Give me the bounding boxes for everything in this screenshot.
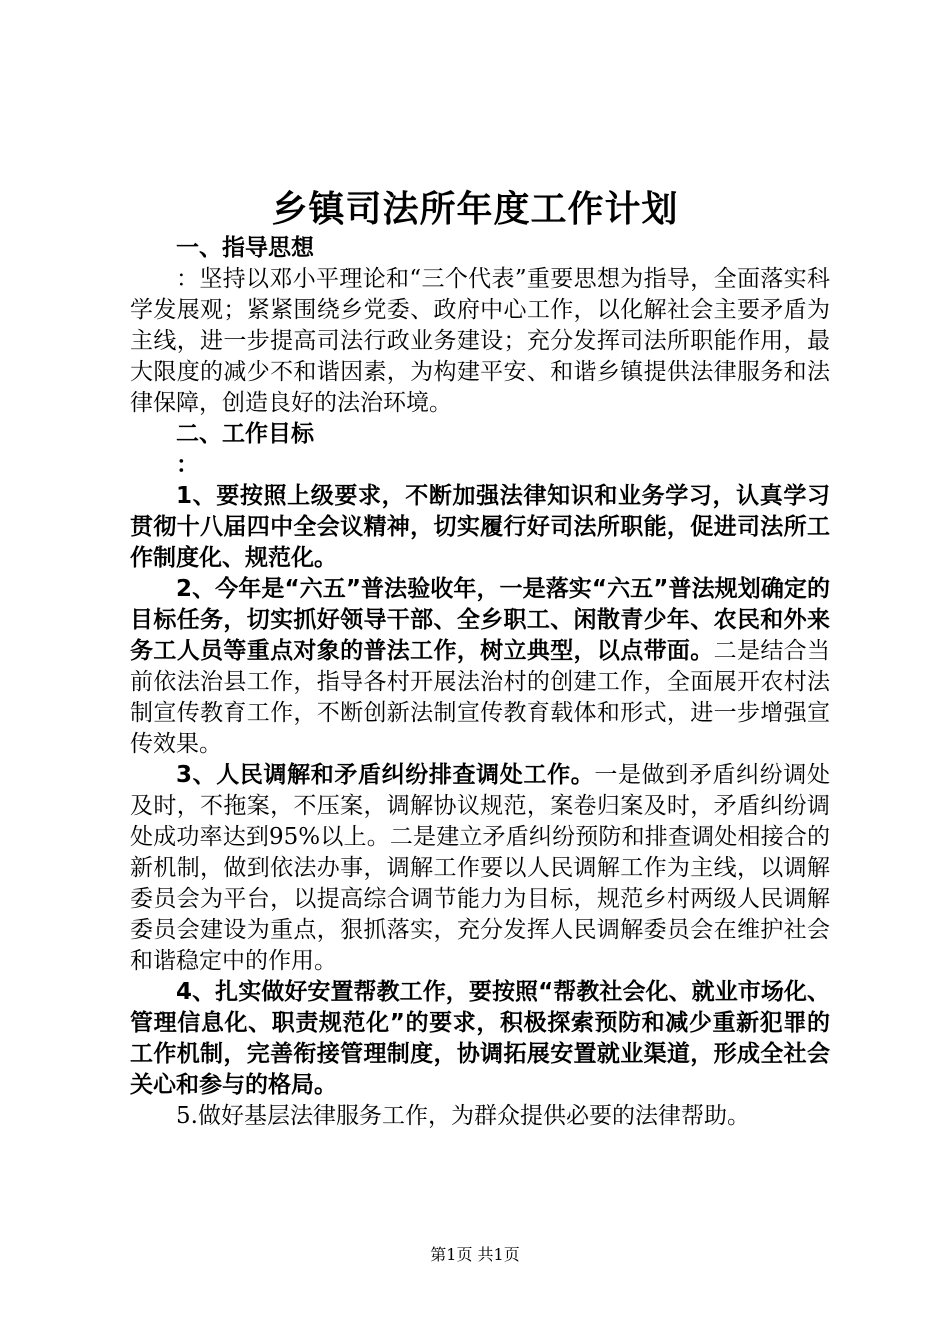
item-2-bold-text: 2、今年是“六五”普法验收年，一是落实“六五”普法规划确定的目标任务，切实抓好领导干部、全乡职工、闲散青少年、农民和外来务工人员等重点对象的普法工作，树立典型，以点带面。 [130,576,830,664]
paragraph-item-2 [130,574,830,760]
paragraph-item-5: 5.做好基层法律服务工作，为群众提供必要的法律帮助。 [176,1103,750,1129]
item-3-bold-text: 3、人民调解和矛盾纠纷排查调处工作。 [176,762,595,788]
paragraph-item-3 [130,760,830,977]
paragraph-colon: ： [176,452,199,478]
paragraph-item-1: 1、要按照上级要求，不断加强法律知识和业务学习，认真学习贯彻十八届四中全会议精神，切实履行好司法所职能，促进司法所工作制度化、规范化。 [130,483,830,571]
document-body [130,233,830,1132]
paragraph-item-4: 4、扎实做好安置帮教工作，要按照“帮教社会化、就业市场化、管理信息化、职责规范化”的要求，积极探索预防和减少重新犯罪的工作机制，完善衔接管理制度，协调拓展安置就业渠道，形成全社会关心和参与的格局。 [130,979,830,1098]
document-title: 乡镇司法所年度工作计划 [271,189,679,230]
page-number-footer: 第1页 共1页 [430,1245,520,1264]
paragraph-guiding-ideology: ：坚持以邓小平理论和“三个代表”重要思想为指导，全面落实科学发展观；紧紧围绕乡党委、政府中心工作，以化解社会主要矛盾为主线，进一步提高司法行政业务建设；充分发挥司法所职能作用，最大限度的减少不和谐因素，为构建平安、和谐乡镇提供法律服务和法律保障，创造良好的法治环境。 [130,266,830,416]
item-2-plain-text: 二是结合当前依法治县工作，指导各村开展法治村的创建工作，全面展开农村法制宣传教育工作，不断创新法制宣传教育载体和形式，进一步增强宣传效果。 [130,638,831,757]
section-heading-guiding-ideology: 一、指导思想 [176,235,314,261]
section-heading-work-goals: 二、工作目标 [176,421,314,447]
item-3-plain-text: 一是做到矛盾纠纷调处及时，不拖案，不压案，调解协议规范，案卷归案及时，矛盾纠纷调处成功率达到95%以上。二是建立矛盾纠纷预防和排查调处相接合的新机制，做到依法办事，调解工作要以人民调解工作为主线，以调解委员会为平台，以提高综合调节能力为目标，规范乡村两级人民调解委员会建设为重点，狠抓落实，充分发挥人民调解委员会在维护社会和谐稳定中的作用。 [130,762,830,974]
